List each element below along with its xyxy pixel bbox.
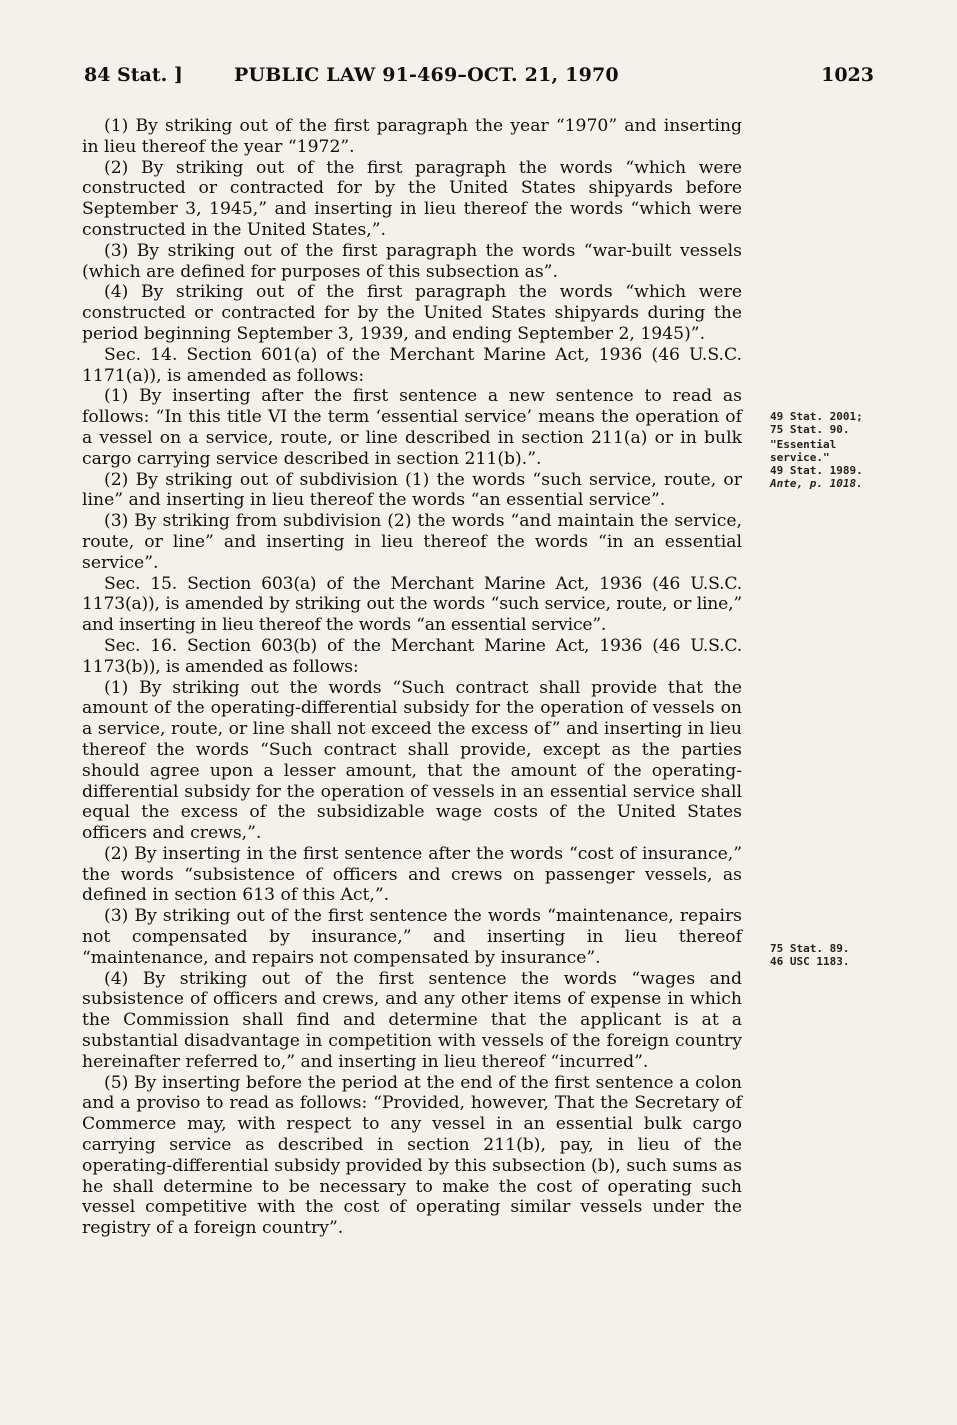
- margin-note-citation: 75 Stat. 89. 46 USC 1183.: [770, 942, 850, 968]
- public-law-title: PUBLIC LAW 91-469–OCT. 21, 1970: [234, 64, 619, 86]
- paragraph: (3) By striking from subdivision (2) the words “and maintain the service, route, or line” and inserting in lieu thereof the words “in an essential service”.: [82, 511, 742, 573]
- paragraph: (3) By striking out of the first sentence the words “maintenance, repairs not compensated by insurance,” and inserting in lieu thereof “maintenance, and repairs not compensated by insurance”.: [82, 906, 742, 968]
- paragraph: (1) By inserting after the first sentence a new sentence to read as follows: “In this title VI the term ‘essential service’ means the operation of a vessel on a service, route, or line described in section 211(a) or in bulk cargo carrying service described in section 211(b).”.: [82, 386, 742, 469]
- paragraph: (5) By inserting before the period at the end of the first sentence a colon and a proviso to read as follows: “Provided, however, That the Secretary of Commerce may, with respect to any vessel in an essential bulk cargo carrying service as described in section 211(b), pay, in lieu of the operating-differential subsidy provided by this subsection (b), such sums as he shall determine to be necessary to make the cost of operating such vessel competitive with the cost of operating similar vessels under the registry of a foreign country”.: [82, 1072, 742, 1239]
- paragraph: (4) By striking out of the first paragraph the words “which were constructed or contracted for by the United States shipyards during the period beginning September 3, 1939, and ending September 2, 1945)”.: [82, 282, 742, 344]
- margin-note-essential-service: "Essential service." 49 Stat. 1989. Ante, p. 1018.: [770, 438, 863, 490]
- paragraph: (1) By striking out the words “Such contract shall provide that the amount of the operating-differential subsidy for the operation of vessels on a service, route, or line shall not exceed the excess of” and inserting in lieu thereof the words “Such contract shall provide, except as the parties should agree upon a lesser amount, that the amount of the operating-differential subsidy for the operation of vessels in an essential service shall equal the excess of the subsidizable wage costs of the United States officers and crews,”.: [82, 677, 742, 844]
- paragraph: (3) By striking out of the first paragraph the words “war-built vessels (which are defined for purposes of this subsection as”.: [82, 240, 742, 282]
- section-14-paragraph: Sec. 14. Section 601(a) of the Merchant Marine Act, 1936 (46 U.S.C. 1171(a)), is amended as follows:: [82, 344, 742, 386]
- paragraph: (2) By striking out of the first paragraph the words “which were constructed or contracted for by the United States shipyards before September 3, 1945,” and inserting in lieu thereof the words “which were constructed in the United States,”.: [82, 157, 742, 240]
- margin-note-citation: 49 Stat. 2001; 75 Stat. 90.: [770, 410, 863, 436]
- paragraph: (2) By striking out of subdivision (1) the words “such service, route, or line” and inserting in lieu thereof the words “an essential service”.: [82, 469, 742, 511]
- stat-volume: 84 Stat. ]: [84, 64, 183, 86]
- page-number: 1023: [821, 64, 874, 86]
- paragraph: (1) By striking out of the first paragraph the year “1970” and inserting in lieu thereof the year “1972”.: [82, 116, 742, 157]
- page-header: [84, 64, 874, 94]
- paragraph: (4) By striking out of the first sentence the words “wages and subsistence of officers and crews, and any other items of expense in which the Commission shall find and determine that the applicant is at a substantial disadvantage in competition with vessels of the foreign country hereinafter referred to,” and inserting in lieu thereof “incurred”.: [82, 968, 742, 1072]
- document-body: [82, 116, 742, 1239]
- section-15-paragraph: Sec. 15. Section 603(a) of the Merchant Marine Act, 1936 (46 U.S.C. 1173(a)), is amended by striking out the words “such service, route, or line,” and inserting in lieu thereof the words “an essential service”.: [82, 573, 742, 636]
- section-16-paragraph: Sec. 16. Section 603(b) of the Merchant Marine Act, 1936 (46 U.S.C. 1173(b)), is amended as follows:: [82, 635, 742, 677]
- paragraph: (2) By inserting in the first sentence after the words “cost of insurance,” the words “subsistence of officers and crews on passenger vessels, as defined in section 613 of this Act,”.: [82, 843, 742, 906]
